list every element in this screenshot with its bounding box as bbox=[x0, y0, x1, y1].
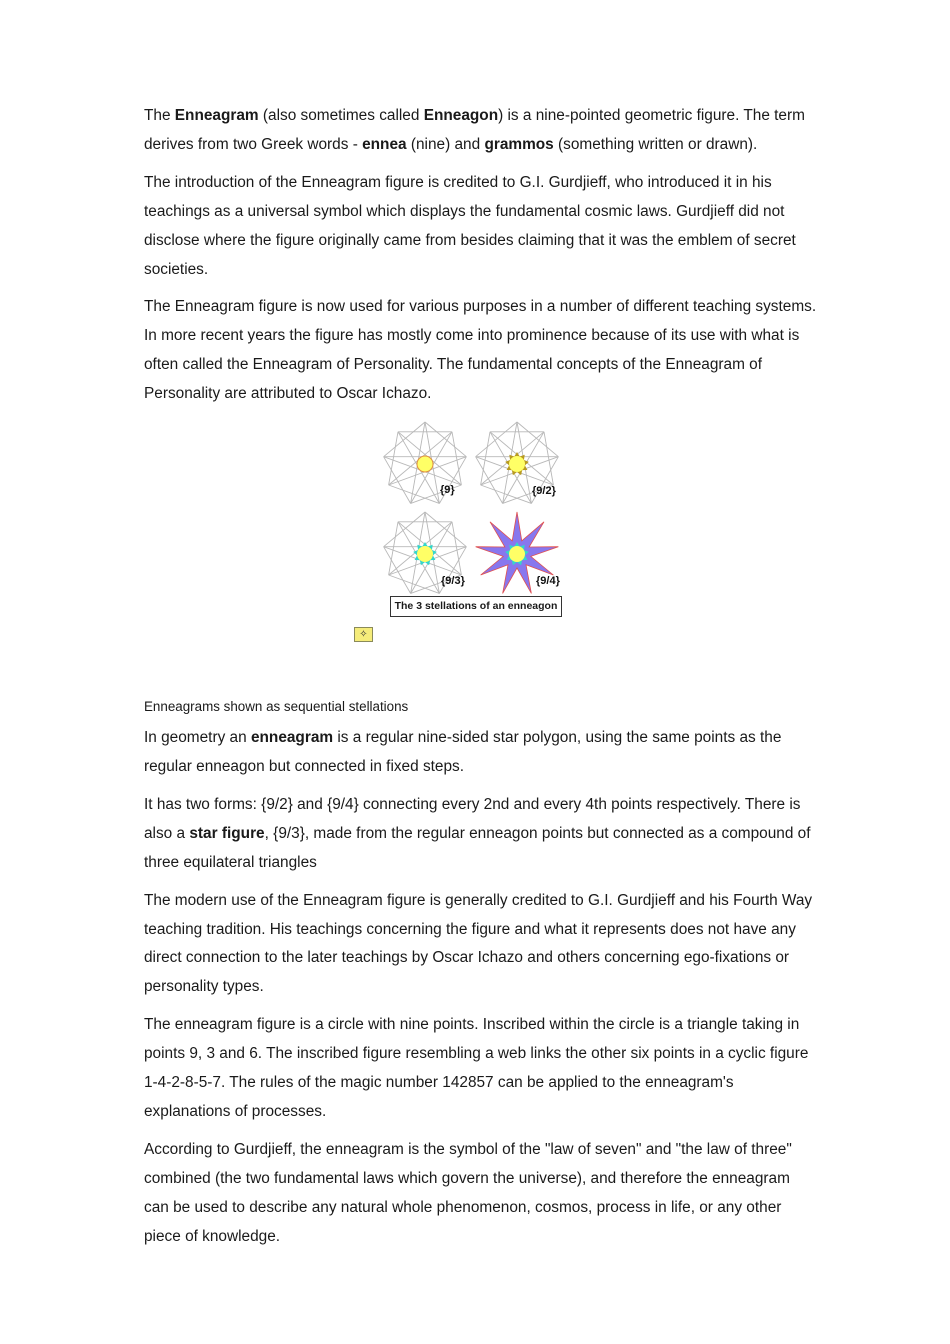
paragraph-geometry bbox=[144, 724, 819, 782]
text: (also sometimes called bbox=[258, 107, 424, 124]
term-enneagon: Enneagon bbox=[423, 107, 499, 124]
article bbox=[144, 102, 819, 1260]
star-9-icon bbox=[381, 420, 469, 508]
text: The bbox=[144, 107, 175, 124]
paragraph-laws: According to Gurdjieff, the enneagram is the symbol of the "law of seven" and "the law of three" combined (the two fundamental laws which govern the universe), and therefore the enneagram can be used to describe any natural whole phenomenon, cosmos, process in life, or any other piece of knowledge. bbox=[144, 1140, 792, 1245]
label-9-4: {9/4} bbox=[536, 575, 560, 588]
paragraph-intro bbox=[144, 102, 819, 160]
label-9-2: {9/2} bbox=[532, 485, 556, 498]
label-9: {9} bbox=[440, 484, 455, 497]
text: (nine) and bbox=[406, 135, 485, 153]
text: is a regular nine-sided star polygon, using the same points as the regular enneagon but connected in fixed steps. bbox=[144, 729, 782, 775]
paragraph-gurdjieff-intro: The introduction of the Enneagram figure is credited to G.I. Gurdjieff, who introduced it in his teachings as a universal symbol which displays the fundamental cosmic laws. Gurdjieff did not disclose where the figure originally came from besides claiming that it was the emblem of secret societies. bbox=[144, 173, 796, 278]
paragraph-modern-use: The modern use of the Enneagram figure is generally credited to G.I. Gurdjieff and his Fourth Way teaching tradition. His teachings concerning the figure and what it represents does not have any direct connection to the later teachings by Oscar Ichazo and others concerning ego-fixations or personality types. bbox=[144, 891, 813, 996]
paragraph-circle: The enneagram figure is a circle with nine points. Inscribed within the circle is a triangle taking in points 9, 3 and 6. The inscribed figure resembling a web links the other six points in a cyclic figure 1-4-2-8-5-7. The rules of the magic number 142857 can be applied to the enneagram's explanations of processes. bbox=[144, 1016, 809, 1120]
text: (something written or drawn). bbox=[553, 135, 758, 153]
text: , {9/3}, made from the regular enneagon points but connected as a compound of three equilateral triangles bbox=[144, 824, 811, 871]
stellations-figure bbox=[144, 418, 819, 698]
term-grammos: grammos bbox=[484, 135, 554, 153]
term-ennea: ennea bbox=[362, 135, 407, 153]
image-placeholder-icon[interactable]: ✧ bbox=[354, 627, 373, 642]
term-star-figure: star figure bbox=[189, 824, 265, 842]
term-enneagram: enneagram bbox=[250, 729, 334, 747]
text: It has two forms: {9/2} and {9/4} connecting every 2nd and every 4th points respectively. There is also a bbox=[144, 795, 801, 842]
text: ) is a nine-pointed geometric figure. The term derives from two Greek words - bbox=[144, 107, 805, 153]
text: In geometry an bbox=[144, 729, 251, 747]
paragraph-forms bbox=[144, 791, 819, 878]
figure-inner-caption: The 3 stellations of an enneagon bbox=[390, 596, 562, 617]
term-enneagram: Enneagram bbox=[174, 107, 259, 124]
figure-caption: Enneagrams shown as sequential stellations bbox=[144, 699, 409, 715]
label-9-3: {9/3} bbox=[441, 575, 465, 588]
paragraph-teaching-systems: The Enneagram figure is now used for various purposes in a number of different teaching systems. In more recent years the figure has mostly come into prominence because of its use with what is often called the Enneagram of Personality. The fundamental concepts of the Enneagram of Personality are attributed to Oscar Ichazo. bbox=[144, 298, 817, 403]
